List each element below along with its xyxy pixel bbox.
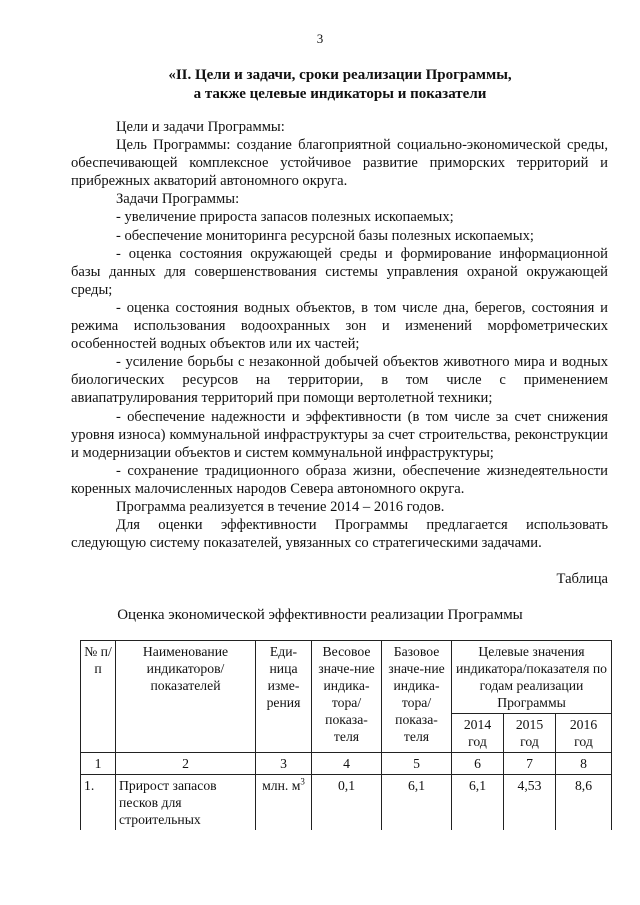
- row-2014: 6,1: [452, 775, 504, 831]
- table-row: [81, 775, 612, 831]
- row-unit-sup: 3: [300, 776, 305, 787]
- heading-line-2: а также целевые индикаторы и показатели: [193, 86, 487, 102]
- header-num: № п/п: [81, 641, 116, 753]
- page-number: 3: [316, 31, 324, 46]
- column-number: 6: [452, 753, 504, 775]
- section-heading: [150, 66, 530, 104]
- table-label: Таблица: [556, 571, 608, 587]
- task-item: - усиление борьбы с незаконной добычей объектов животного мира и водных биологических ресурсов на территории, в том числе с применением авиапатрулирования территорий при помощи вертолетной техники;: [71, 354, 608, 407]
- row-unit: [256, 775, 312, 831]
- row-num: 1.: [81, 775, 116, 831]
- header-base: Базовое значе-ние индика-тора/ показа-теля: [382, 641, 452, 753]
- column-number: 7: [504, 753, 556, 775]
- period-paragraph: Программа реализуется в течение 2014 – 2016 годов.: [116, 498, 445, 515]
- heading-line-1: «II. Цели и задачи, сроки реализации Программы,: [168, 67, 512, 83]
- header-weight: Весовое значе-ние индика-тора/ показа-теля: [312, 641, 382, 753]
- task-item: - оценка состояния водных объектов, в том числе дна, берегов, состояния и режима использования водоохранных зон и изменений морфометрических особенностей водных объектов или их частей;: [71, 299, 608, 353]
- task-item: - обеспечение мониторинга ресурсной базы полезных ископаемых;: [116, 227, 534, 244]
- header-name: Наименование индикаторов/ показателей: [116, 641, 256, 753]
- row-name: Прирост запасов песков для строительных: [116, 775, 256, 831]
- goal-paragraph: Цель Программы: создание благоприятной социально-экономической среды, обеспечивающей комплексное устойчивое развитие приморских территорий и прибрежных акваторий автономного округа.: [71, 137, 608, 190]
- task-item: - обеспечение надежности и эффективности (в том числе за счет снижения уровня износа) коммунальной инфраструктуры за счет строительства, реконструкции и модернизации объектов и систем коммунальной инфраструктуры;: [71, 408, 608, 461]
- row-2015: 4,53: [504, 775, 556, 831]
- column-number: 2: [116, 753, 256, 775]
- indicators-table: [80, 640, 612, 830]
- task-item: - сохранение традиционного образа жизни, обеспечение жизнедеятельности коренных малочисленных народов Севера автономного округа.: [71, 462, 608, 497]
- goals-title: Цели и задачи Программы:: [116, 119, 285, 135]
- row-weight: 0,1: [312, 775, 382, 831]
- column-number-row: [81, 753, 612, 775]
- header-year: 2015 год: [504, 714, 556, 753]
- tasks-title: Задачи Программы:: [116, 191, 240, 208]
- column-number: 3: [256, 753, 312, 775]
- row-unit-text: млн. м: [262, 778, 301, 793]
- body-text: [71, 118, 608, 552]
- task-item: - увеличение прироста запасов полезных ископаемых;: [116, 209, 454, 226]
- header-unit: Еди-ница изме-рения: [256, 641, 312, 753]
- row-base: 6,1: [382, 775, 452, 831]
- column-number: 5: [382, 753, 452, 775]
- column-number: 1: [81, 753, 116, 775]
- column-number: 8: [556, 753, 612, 775]
- indicators-intro: Для оценки эффективности Программы предлагается использовать следующую систему показателей, увязанных со стратегическими задачами.: [71, 517, 608, 552]
- task-item: - оценка состояния окружающей среды и формирование информационной базы данных для совершенствования системы управления охраной окружающей среды;: [71, 245, 608, 298]
- header-year: 2014 год: [452, 714, 504, 753]
- header-year: 2016 год: [556, 714, 612, 753]
- row-2016: 8,6: [556, 775, 612, 831]
- table-caption: Оценка экономической эффективности реализации Программы: [117, 607, 523, 623]
- column-number: 4: [312, 753, 382, 775]
- header-target: Целевые значения индикатора/показателя по годам реализации Программы: [452, 641, 612, 714]
- table-header-row: [81, 641, 612, 714]
